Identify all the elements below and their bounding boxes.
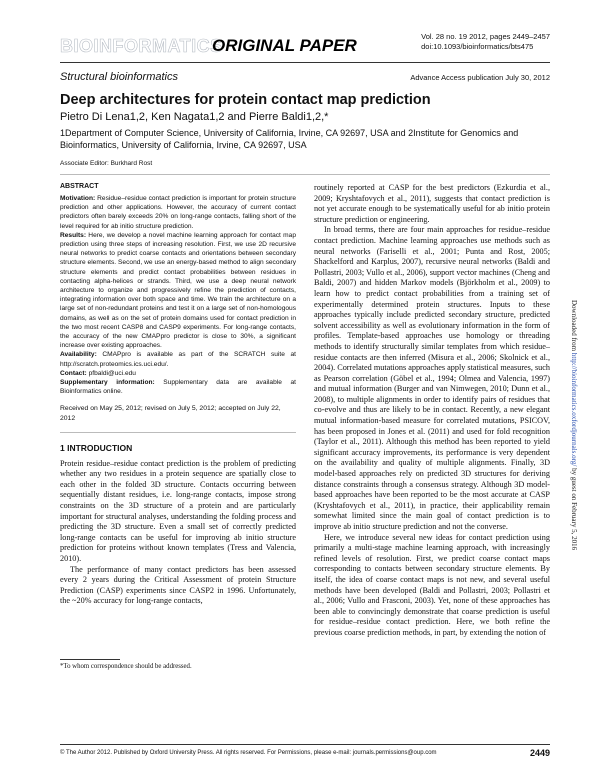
section-label: Structural bioinformatics — [60, 71, 178, 83]
abstract-availability: Availability: CMAPpro is available as part of the SCRATCH suite at http://scratch.proteomics.ics.uci.edu/. — [60, 351, 296, 368]
body-paragraph-continued: routinely reported at CASP for the best predictors (Ezkurdia et al., 2009; Kryshtafovych et al., 2011), suggests that contact prediction is not yet accurate enough to be systematically useful for ab initio protein structure prediction or engineering. — [314, 183, 550, 224]
received-dates: Received on May 25, 2012; revised on July 5, 2012; accepted on July 22, 2012 — [60, 405, 281, 423]
right-column — [314, 183, 550, 639]
abstract-heading: ABSTRACT — [60, 183, 99, 190]
page-number: 2449 — [529, 748, 550, 758]
introduction-heading: 1 INTRODUCTION — [60, 442, 133, 453]
intro-paragraph-1: Protein residue–residue contact prediction is the problem of predicting whether any two residues in a protein sequence are spatially close to each other in the folded 3D structure. Contacts occurring between sequentially distant residues, i.e. long-range contacts, impose strong constraints on the 3D structure of a protein and are particularly important for structural analyses, understanding the folding process and predicting the 3D structure. Even a small set of correctly predicted long-range contacts can be useful for improving ab initio structure prediction for proteins without known templates (Tress and Valencia, 2010). — [60, 458, 296, 563]
body-paragraph-new-ideas: Here, we introduce several new ideas for contact prediction using primarily a multi-stage machine learning approach, with increasingly refined levels of resolution. First, we predict coarse contact maps corresponding to contacts between secondary structure elements. By itself, the idea of coarse contact maps is not new, and several useful methods have been developed (Baldi and Pollastri, 2003; Pollastri et al., 2006; Vullo and Frasconi, 2003). Yet, none of these approaches has been able to convincingly demonstrate that coarse prediction is useful for residue–residue contact prediction. Here, we both refine the previous coarse prediction methods, in part, by extending the notion of — [314, 532, 550, 637]
abstract-contact: Contact: pfbaldi@uci.edu — [60, 369, 136, 377]
volume-info — [421, 32, 550, 52]
abstract-motivation: Motivation: Residue–residue contact prediction is important for protein structure prediction and other applications. However, the accuracy of current contact predictors often barely exceeds 20% on long-range contacts, falling short of the level required for ab initio structure prediction. — [60, 195, 296, 230]
volume-line: Vol. 28 no. 19 2012, pages 2449–2457 — [421, 32, 550, 41]
download-sidenote: Downloaded from http://bioinformatics.oxfordjournals.org/ by guest on February 5, 2016 — [570, 300, 578, 551]
abstract-rule — [60, 432, 296, 433]
associate-editor: Associate Editor: Burkhard Rost — [60, 160, 153, 167]
body-paragraph-approaches: In broad terms, there are four main approaches for residue–residue contact prediction. Machine learning approaches use methods such as neural networks (Fariselli et al., 2001; Punta and Rost, 2005; Shackelford and Karplus, 2007), recursive neural networks (Baldi and Pollastri, 2003; Vullo et al., 2006), support vector machines (Cheng and Baldi, 2007) and hidden Markov models (Björkholm et al., 2009) to learn how to predict contact probabilities from a training set of experimentally determined protein structures. Inputs to these approaches typically include predicted secondary structure, predicted solvent accessibility as well as evolutionary information in the form of profiles. Template-based approaches use homology or threading methods to identify structurally similar templates from which residue–residue contacts are then inferred (Misura et al., 2006; Skolnick et al., 2004). Correlated mutations approaches apply statistical measures, such as Pearson correlation (Göbel et al., 1994; Olmea and Valencia, 1997) and mutual information (Burger and van Nimwegen, 2010; Dunn et al., 2008), to multiple alignments in order to identify pairs of residues that co-evolve and thus are likely to be in contact. Recently, a new elegant mutual information-based measure for correlated mutations, PSICOV, has been proposed in Jones et al. (2011) and used for fold recognition (Taylor et al., 2011). Although this method has been reported to yield significant accuracy improvements, its performance is very dependent on the availability and quality of multiple alignments. Finally, 3D model-based approaches rely on predicted 3D structures for deriving distance constraints through a consensus strategy. Although 3D model-based approaches have been reported to be the most accurate at CASP (Kryshtafovych et al., 2011), in practice, their applicability remain somewhat limited since the main goal of contact prediction is to improve ab initio structure prediction and not the converse. — [314, 225, 550, 531]
abstract-results: Results: Here, we develop a novel machine learning approach for contact map prediction using three steps of increasing resolution. First, we use 2D recursive neural networks to predict coarse contacts and orientations between secondary structure elements. Second, we use an energy-based method to align secondary structure elements and predict contact probabilities between residues in contacting alpha-helices or strands. Third, we use a deep neural network architecture to organize and progressively refine the prediction of contacts, integrating information over both space and time. We train the architecture on a large set of non-redundant proteins and test it on a large set of non-homologous domains, as well as on the set of protein domains used for contact prediction in the two most recent CASP8 and CASP9 experiments. For long-range contacts, the accuracy of the new CMAPpro predictor is close to 30%, a significant increase over existing approaches. — [60, 231, 296, 350]
download-link[interactable]: http://bioinformatics.oxfordjournals.org/ — [570, 352, 578, 467]
copyright-notice: © The Author 2012. Published by Oxford University Press. All rights reserved. For Permissions, please e-mail: journals.permissions@oup.com — [60, 750, 437, 756]
journal-name: BIOINFORMATICS — [60, 36, 223, 56]
author-list: Pietro Di Lena1,2, Ken Nagata1,2 and Pierre Baldi1,2,* — [60, 111, 329, 123]
left-column — [60, 183, 296, 607]
doi-line: doi:10.1093/bioinformatics/bts475 — [421, 42, 534, 51]
abstract-supplementary: Supplementary information: Supplementary data are available at Bioinformatics online. — [60, 379, 296, 396]
footnote-rule — [60, 659, 120, 660]
journal-header — [60, 30, 550, 60]
title-rule — [60, 174, 550, 175]
footer-rule — [60, 744, 550, 745]
advance-access-note: Advance Access publication July 30, 2012 — [410, 73, 550, 82]
correspondence-footnote: *To whom correspondence should be addressed. — [60, 663, 192, 670]
header-rule — [60, 62, 550, 63]
intro-paragraph-2: The performance of many contact predictors has been assessed every 2 years during the Critical Assessment of protein Structure Prediction (CASP) experiments since CASP2 in 1996. Unfortunately, the ~20% accuracy for long-range contacts, — [60, 564, 296, 606]
paper-title: Deep architectures for protein contact map prediction — [60, 92, 431, 108]
paper-type-label: ORIGINAL PAPER — [212, 36, 357, 55]
affiliations: 1Department of Computer Science, University of California, Irvine, CA 92697, USA and 2Institute for Genomics and Bioinformatics, University of California, Irvine, CA 92697, USA — [60, 128, 519, 150]
